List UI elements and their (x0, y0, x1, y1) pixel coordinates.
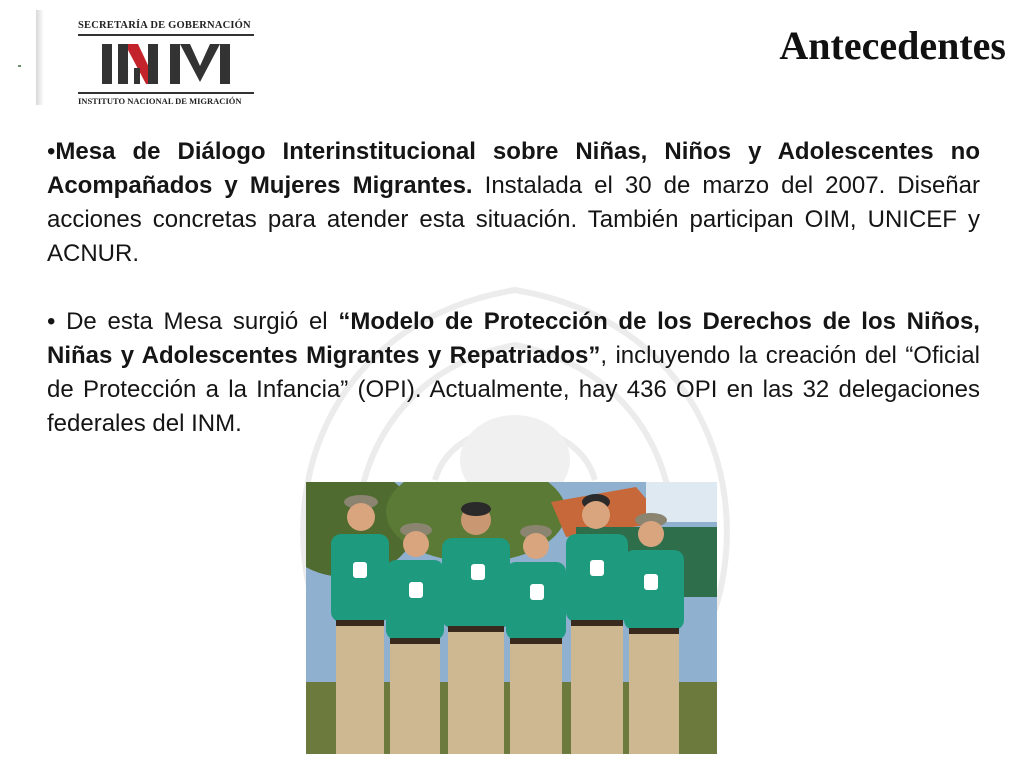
logo-bottom-text: INSTITUTO NACIONAL DE MIGRACIÓN (78, 96, 242, 106)
modelo-proteccion-title: “Modelo de Protección de los Derechos de los Niños, Niñas y Adolescentes Migrantes y Repatriados” (47, 308, 980, 369)
page-title: Antecedentes (779, 23, 1006, 68)
modelo-pre-text: De esta Mesa surgió el (66, 308, 339, 335)
bullet: • (47, 308, 67, 335)
bullet: • (47, 138, 56, 165)
side-shade (36, 10, 44, 105)
opi-officers-photo (306, 482, 717, 754)
logo-bottom-rule (78, 92, 254, 94)
decorative-dot (18, 65, 21, 67)
paragraph-mesa-dialogo (47, 135, 980, 271)
modelo-post-text: , incluyendo la creación del “Oficial de Protección a la Infancia” (OPI). Actualmente, hay 436 OPI en las 32 delegaciones federales del INM. (47, 342, 980, 437)
logo-top-text: SECRETARÍA DE GOBERNACIÓN (78, 20, 251, 31)
officers-group-illustration (306, 482, 717, 754)
mesa-dialogo-text: Instalada el 30 de marzo del 2007. Diseñar acciones concretas para atender esta situación. También participan OIM, UNICEF y ACNUR. (47, 172, 980, 267)
mesa-dialogo-heading: Mesa de Diálogo Interinstitucional sobre Niñas, Niños y Adolescentes no Acompañados y Mujeres Migrantes. (47, 138, 980, 199)
paragraph-modelo-proteccion (47, 305, 980, 441)
inm-wordmark-icon (78, 38, 254, 92)
logo-top-rule (78, 34, 254, 36)
inm-logo (70, 18, 254, 110)
body-text (47, 135, 980, 441)
